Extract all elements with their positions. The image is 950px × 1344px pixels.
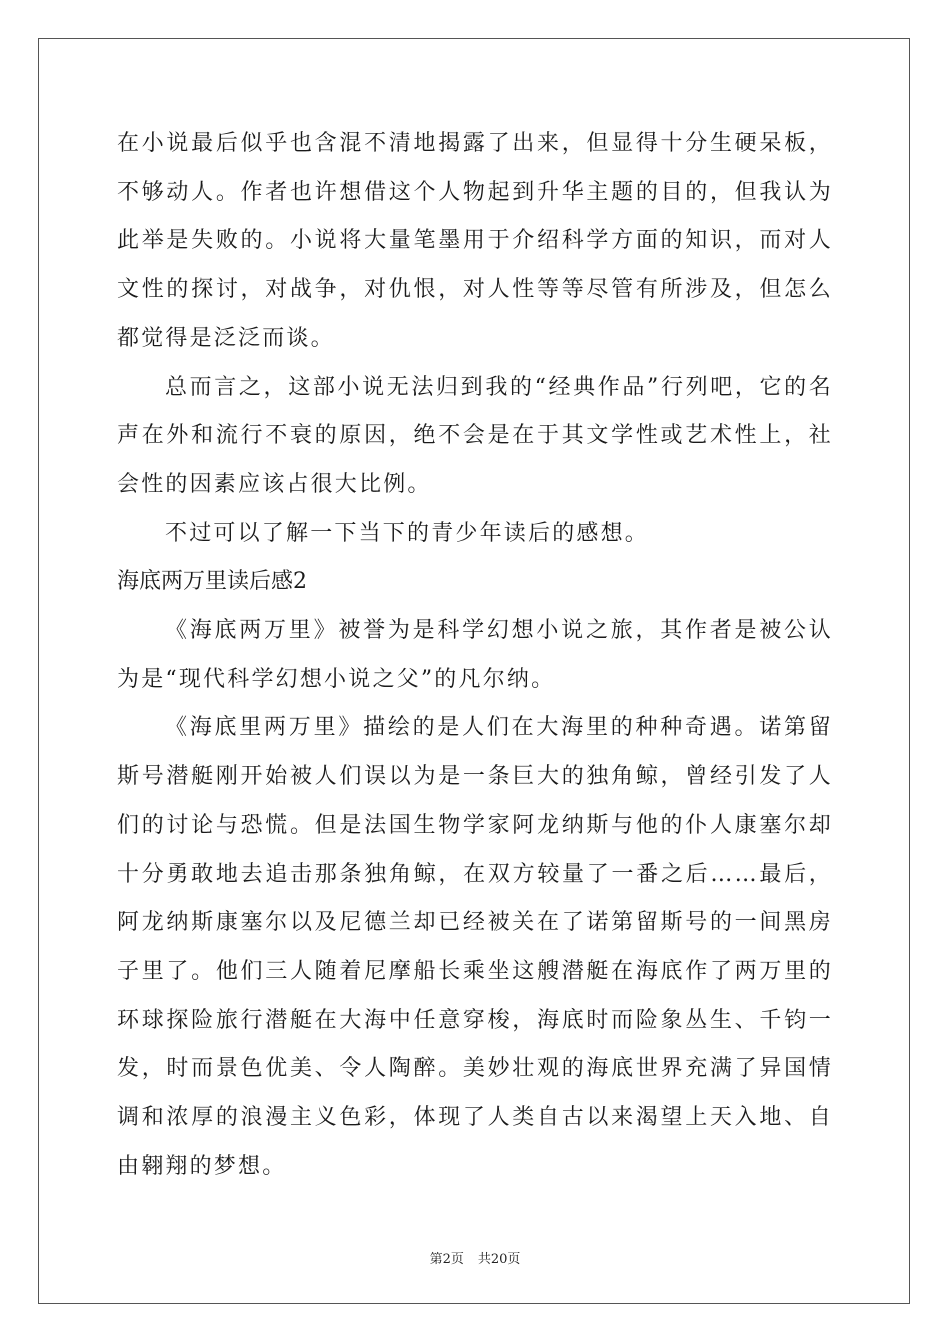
paragraph: 不过可以了解一下当下的青少年读后的感想。 (165, 520, 650, 546)
paragraph: 在小说最后似乎也含混不清地揭露了出来，但显得十分生硬呆板，不够动人。作者也许想借这个人物起到升华主题的目的，但我认为此举是失败的。小说将大量笔墨用于介绍科学方面的知识，而对人文性的探讨，对战争，对仇恨，对人性等等尽管有所涉及，但怎么都觉得是泛泛而谈。 (117, 131, 833, 351)
section-heading: 海底两万里读后感2 (117, 569, 307, 595)
paragraph: 总而言之，这部小说无法归到我的“经典作品”行列吧，它的名声在外和流行不衰的原因，绝不会是在于其文学性或艺术性上，社会性的因素应该占很大比例。 (117, 374, 833, 497)
paragraph: 《海底两万里》被誉为是科学幻想小说之旅，其作者是被公认为是“现代科学幻想小说之父”的凡尔纳。 (117, 618, 833, 692)
page-total: 共20页 (477, 1252, 521, 1267)
paragraph: 《海底里两万里》描绘的是人们在大海里的种种奇遇。诺第留斯号潜艇刚开始被人们误以为是一条巨大的独角鲸，曾经引发了人们的讨论与恐慌。但是法国生物学家阿龙纳斯与他的仆人康塞尔却十分勇敢地去追击那条独角鲸，在双方较量了一番之后……最后，阿龙纳斯康塞尔以及尼德兰却已经被关在了诺第留斯号的一间黑房子里了。他们三人随着尼摩船长乘坐这艘潜艇在海底作了两万里的环球探险旅行潜艇在大海中任意穿梭，海底时而险象丛生、千钧一发，时而景色优美、令人陶醉。美妙壮观的海底世界充满了异国情调和浓厚的浪漫主义色彩，体现了人类自古以来渴望上天入地、自由翱翔的梦想。 (117, 715, 833, 1179)
page-footer (0, 1248, 950, 1267)
page-number: 第2页 (429, 1252, 464, 1267)
document-body (117, 120, 833, 1191)
